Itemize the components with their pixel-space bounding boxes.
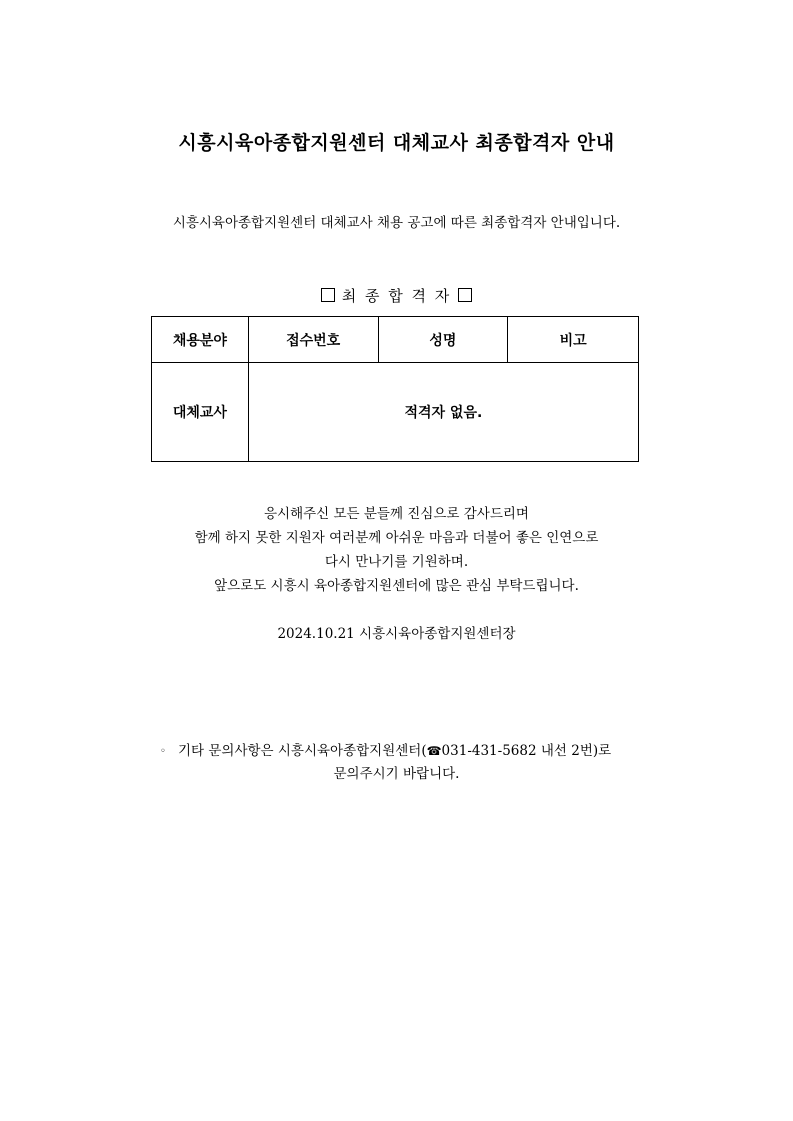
closing-line: 함께 하지 못한 지원자 여러분께 아쉬운 마음과 더불어 좋은 인연으로	[194, 530, 599, 546]
closing-line: 다시 만나기를 기원하며.	[324, 554, 469, 570]
column-header-remarks: 비고	[508, 317, 639, 363]
column-header-application-number: 접수번호	[248, 317, 378, 363]
section-heading	[0, 285, 793, 306]
closing-line: 앞으로도 시흥시 육아종합지원센터에 많은 관심 부탁드립니다.	[214, 578, 579, 594]
closing-message	[0, 502, 793, 598]
footer-phone: 031-431-5682 내선 2번)로	[441, 743, 612, 759]
checkbox-square-icon	[458, 288, 472, 302]
intro-text: 시흥시육아종합지원센터 대체교사 채용 공고에 따른 최종합격자 안내입니다.	[172, 215, 621, 231]
final-candidates-table	[151, 316, 639, 462]
cell-result: 적격자 없음.	[248, 363, 638, 462]
footer-line-2: 문의주시기 바랍니다.	[333, 766, 460, 782]
footer-prefix: 기타 문의사항은 시흥시육아종합지원센터(	[178, 743, 427, 759]
footer-note	[0, 740, 793, 786]
closing-line: 응시해주신 모든 분들께 진심으로 감사드리며	[264, 506, 529, 522]
document-title: 시흥시육아종합지원센터 대체교사 최종합격자 안내	[178, 132, 615, 154]
footer-line-1	[160, 740, 793, 763]
table-header-row	[152, 317, 639, 363]
checkbox-square-icon	[321, 288, 335, 302]
section-heading-label: 최 종 합 격 자	[341, 287, 452, 305]
column-header-name: 성명	[378, 317, 508, 363]
bullet-icon: ◦	[160, 746, 166, 757]
column-header-field: 채용분야	[152, 317, 249, 363]
signature-line: 2024.10.21 시흥시육아종합지원센터장	[277, 626, 516, 642]
table-row	[152, 363, 639, 462]
phone-icon: ☎	[426, 744, 442, 758]
cell-field: 대체교사	[152, 363, 249, 462]
